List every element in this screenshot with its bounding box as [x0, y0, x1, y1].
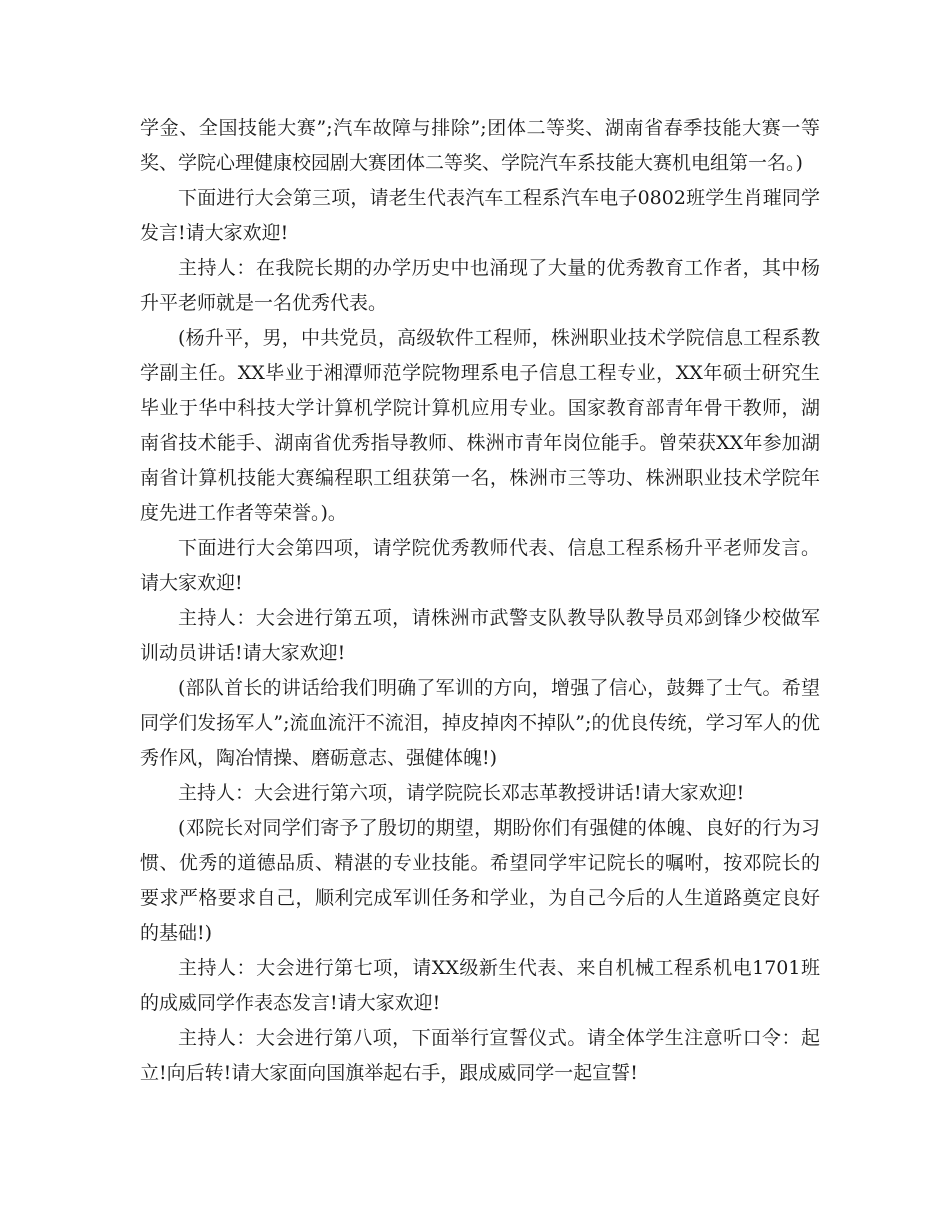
paragraph-agenda-item-6: 主持人：大会进行第六项，请学院院长邓志革教授讲话!请大家欢迎! [178, 782, 745, 804]
paragraph-agenda-item-4: 下面进行大会第四项，请学院优秀教师代表、信息工程系杨升平老师发言。请大家欢迎! [140, 537, 820, 594]
paragraph-award-list: 学金、全国技能大赛”;汽车故障与排除”;团体二等奖、湖南省春季技能大赛一等奖、学院心理健康校园剧大赛团体二等奖、学院汽车系技能大赛机电组第一名。) [140, 117, 820, 174]
paragraph-military-speech-summary: (部队首长的讲话给我们明确了军训的方向，增强了信心，鼓舞了士气。希望同学们发扬军人”;流血流汗不流泪，掉皮掉肉不掉队”;的优良传统，学习军人的优秀作风，陶冶情操、磨砺意志、强健体魄!) [140, 677, 820, 769]
paragraph-agenda-item-8: 主持人：大会进行第八项，下面举行宣誓仪式。请全体学生注意听口令：起立!向后转!请大家面向国旗举起右手，跟成威同学一起宣誓! [140, 1027, 820, 1084]
paragraph-agenda-item-3: 下面进行大会第三项，请老生代表汽车工程系汽车电子0802班学生肖璀同学发言!请大家欢迎! [140, 187, 820, 244]
paragraph-teacher-bio: (杨升平，男，中共党员，高级软件工程师，株洲职业技术学院信息工程系教学副主任。XX毕业于湘潭师范学院物理系电子信息工程专业，XX年硕士研究生毕业于华中科技大学计算机学院计算机应用专业。国家教育部青年骨干教师，湖南省技术能手、湖南省优秀指导教师、株洲市青年岗位能手。曾荣获XX年参加湖南省计算机技能大赛编程职工组获第一名，株洲市三等功、株洲职业技术学院年度先进工作者等荣誉。)。 [140, 327, 820, 524]
document-body [140, 111, 820, 1091]
paragraph-agenda-item-7: 主持人：大会进行第七项，请XX级新生代表、来自机械工程系机电1701班的成威同学作表态发言!请大家欢迎! [140, 957, 820, 1014]
paragraph-agenda-item-5: 主持人：大会进行第五项，请株洲市武警支队教导队教导员邓剑锋少校做军训动员讲话!请大家欢迎! [140, 607, 820, 664]
paragraph-host-teacher-intro: 主持人：在我院长期的办学历史中也涌现了大量的优秀教育工作者，其中杨升平老师就是一名优秀代表。 [140, 257, 820, 314]
paragraph-president-speech-summary: (邓院长对同学们寄予了殷切的期望，期盼你们有强健的体魄、良好的行为习惯、优秀的道德品质、精湛的专业技能。希望同学牢记院长的嘱咐，按邓院长的要求严格要求自己，顺利完成军训任务和学业，为自己今后的人生道路奠定良好的基础!) [140, 817, 820, 944]
